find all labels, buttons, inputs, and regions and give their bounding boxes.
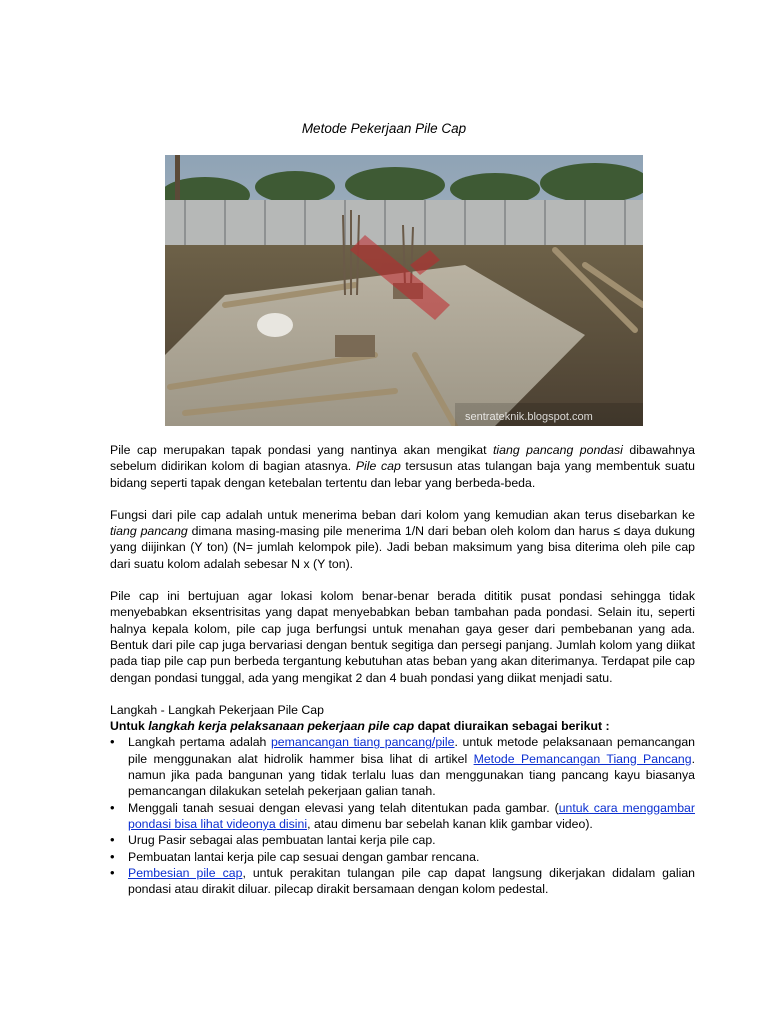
link-pemancangan-tiang-pancang[interactable]: pemancangan tiang pancang/pile bbox=[270, 735, 455, 750]
steps-list bbox=[110, 734, 695, 897]
list-item: • Pembesian pile cap, untuk perakitan tulangan pile cap dapat langsung dikerjakan didalam galian pondasi atau dirakit diluar. pilecap dirakit bersamaan dengan kolom pedestal. bbox=[110, 865, 695, 898]
document-title: Metode Pekerjaan Pile Cap bbox=[301, 121, 467, 136]
link-video-menggambar-pondasi[interactable]: untuk cara menggambar pondasi bisa lihat videonya disini bbox=[128, 800, 695, 831]
link-pembesian-pile-cap[interactable]: Pembesian pile cap bbox=[128, 865, 243, 880]
section-heading: Langkah - Langkah Pekerjaan Pile Cap bbox=[110, 702, 324, 717]
list-item: • Urug Pasir sebagai alas pembuatan lantai kerja pile cap. bbox=[110, 832, 695, 848]
list-item: • Menggali tanah sesuai dengan elevasi yang telah ditentukan pada gambar. (untuk cara menggambar pondasi bisa lihat videonya disini, atau dimenu bar sebelah kanan klik gambar video). bbox=[110, 800, 695, 833]
section-intro: Untuk langkah kerja pelaksanaan pekerjaan pile cap dapat diuraikan sebagai berikut : bbox=[110, 719, 610, 734]
list-item: • Pembuatan lantai kerja pile cap sesuai dengan gambar rencana. bbox=[110, 849, 695, 865]
photo-watermark: sentrateknik.blogspot.com bbox=[465, 411, 593, 423]
list-item: • Langkah pertama adalah pemancangan tiang pancang/pile. untuk metode pelaksanaan pemancangan pile menggunakan alat hidrolik hammer bisa lihat di artikel Metode Pemancangan Tiang Pancang. namun jika pada bangunan yang tidak terlalu luas dan menggunakan tiang pancang kayu biasanya pemancangan dilakukan setelah pekerjaan galian tanah. bbox=[110, 734, 695, 799]
construction-photo bbox=[165, 155, 643, 426]
link-metode-pemancangan[interactable]: Metode Pemancangan Tiang Pancang bbox=[473, 751, 692, 766]
paragraph-purpose: Pile cap ini bertujuan agar lokasi kolom benar-benar berada dititik pusat pondasi sehingga tidak menyebabkan eksentrisitas yang dapat menyebabkan beban tambahan pada pondasi. Selain itu, seperti halnya kepala kolom, pile cap juga berfungsi untuk menahan gaya geser dari pembebanan yang ada. Bentuk dari pile cap juga bervariasi dengan bentuk segitiga dan persegi panjang. Jumlah kolom yang diikat pada tiap pile cap pun berbeda tergantung kebutuhan atas beban yang akan diterimanya. Terdapat pile cap dengan pondasi tunggal, ada yang mengikat 2 dan 4 buah pondasi yang diikat menjadi satu. bbox=[110, 589, 695, 685]
document-body bbox=[110, 442, 695, 897]
paragraph-definition: Pile cap merupakan tapak pondasi yang nantinya akan mengikat tiang pancang pondasi dibawahnya sebelum didirikan kolom di bagian atasnya. Pile cap tersusun atas tulangan baja yang membentuk suatu bidang seperti tapak dengan ketebalan tertentu dan lebar yang berbeda-beda. bbox=[110, 443, 696, 490]
paragraph-function: Fungsi dari pile cap adalah untuk menerima beban dari kolom yang kemudian akan terus disebarkan ke tiang pancang dimana masing-masing pile menerima 1/N dari beban oleh kolom dan harus ≤ daya dukung yang diijinkan (Y ton) (N= jumlah kelompok pile). Jadi beban maksimum yang bisa diterima oleh pile cap dari suatu kolom adalah sebesar N x (Y ton). bbox=[110, 507, 695, 571]
